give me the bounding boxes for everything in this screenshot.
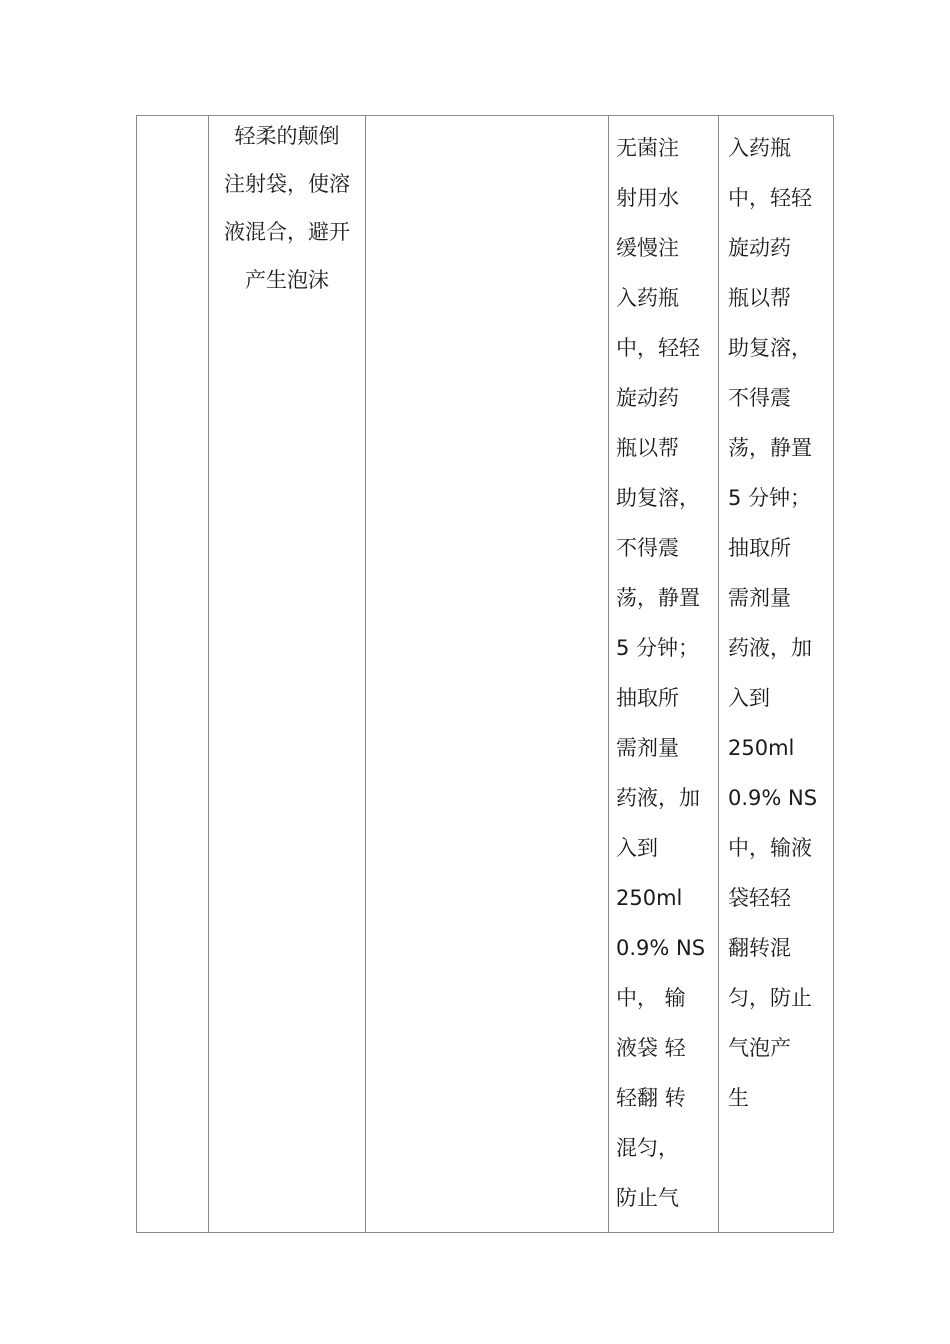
text-line: 气泡产 (728, 1036, 791, 1060)
text-line: 旋动药 (728, 236, 791, 260)
text-line: 不得震 (616, 536, 679, 560)
text-line: 轻翻 转 (616, 1086, 686, 1110)
text-line: 需剂量 (728, 586, 791, 610)
text-line: 抽取所 (616, 686, 679, 710)
text-line: 助复溶， (616, 486, 700, 510)
text-line: 助复溶， (728, 336, 812, 360)
text-line: 中， 输 (616, 986, 686, 1010)
table-cell-preparation-b (719, 116, 834, 1233)
text-line: 入到 (616, 836, 658, 860)
table-row (137, 116, 834, 1233)
text-line: 入药瓶 (728, 136, 791, 160)
document-table (136, 115, 834, 1233)
text-line: 瓶以帮 (616, 436, 679, 460)
text-line: 液混合，避开 (224, 220, 350, 244)
table-cell-empty-1 (137, 116, 209, 1233)
text-line: 无菌注 (616, 136, 679, 160)
text-line: 缓慢注 (616, 236, 679, 260)
text-line: 混匀， (616, 1136, 679, 1160)
text-line: 5 分钟； (728, 486, 812, 510)
text-line: 中，输液 (728, 836, 812, 860)
text-line: 药液，加 (728, 636, 812, 660)
text-line: 250ml (728, 736, 795, 760)
text-line: 产生泡沫 (245, 268, 329, 292)
text-line: 抽取所 (728, 536, 791, 560)
text-line: 药液，加 (616, 786, 700, 810)
table-cell-preparation-a (609, 116, 719, 1233)
text-line: 0.9% NS (616, 936, 706, 960)
text-line: 轻柔的颠倒 (234, 124, 340, 148)
text-line: 匀，防止 (728, 986, 812, 1010)
text-line: 翻转混 (728, 936, 791, 960)
text-line: 中，轻轻 (728, 186, 812, 210)
text-line: 瓶以帮 (728, 286, 791, 310)
text-line: 入药瓶 (616, 286, 679, 310)
text-line: 袋轻轻 (728, 886, 791, 910)
text-line: 旋动药 (616, 386, 679, 410)
table-cell-empty-3 (366, 116, 609, 1233)
text-line: 射用水 (616, 186, 679, 210)
text-line: 荡，静置 (728, 436, 812, 460)
text-line: 防止气 (616, 1186, 679, 1210)
text-line: 5 分钟； (616, 636, 700, 660)
text-line: 0.9% NS (728, 786, 818, 810)
text-line: 需剂量 (616, 736, 679, 760)
table-cell-instructions (209, 116, 366, 1233)
text-line: 中，轻轻 (616, 336, 700, 360)
text-line: 入到 (728, 686, 770, 710)
text-line: 注射袋，使溶 (224, 172, 350, 196)
text-line: 生 (728, 1086, 749, 1110)
text-line: 250ml (616, 886, 683, 910)
text-line: 荡，静置 (616, 586, 700, 610)
text-line: 不得震 (728, 386, 791, 410)
text-line: 液袋 轻 (616, 1036, 686, 1060)
